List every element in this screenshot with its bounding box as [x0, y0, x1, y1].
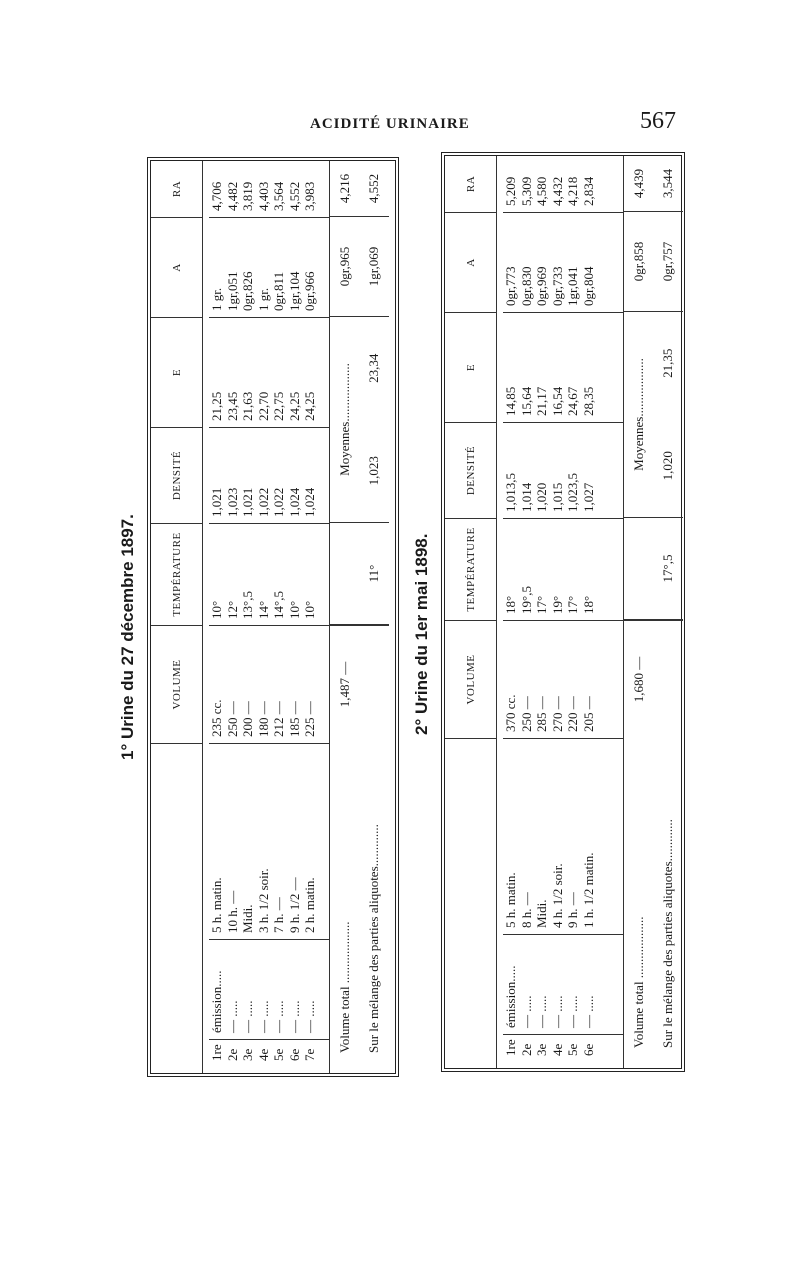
cell-temp: 13°,5: [240, 591, 255, 619]
cell-time: 5 h. matin.: [503, 872, 518, 928]
moyennes-a: 0gr,858: [631, 241, 646, 282]
col-header-volume: VOLUME: [151, 625, 202, 743]
volume-column: [503, 620, 623, 738]
emission-number-list: [209, 1039, 329, 1067]
volume-total-label: Volume total ...................: [631, 916, 646, 1048]
cell-a: 1gr,104: [286, 271, 302, 311]
cell-e: 21,25: [209, 391, 224, 421]
cell-time: 5 h. matin.: [209, 877, 224, 933]
emission-label-list: [209, 939, 329, 1039]
table1-caption: 1° Urine du 27 décembre 1897.: [118, 514, 137, 760]
cell-time: 4 h. 1/2 soir.: [549, 863, 565, 928]
cell-density: 1,014: [518, 482, 534, 512]
cell-a: 0gr,830: [518, 266, 534, 306]
cell-time: 8 h. —: [518, 892, 534, 928]
melange-e: 21,35: [660, 348, 675, 378]
cell-label: — .....: [518, 995, 534, 1028]
col-header-label: [151, 743, 202, 1073]
col-header-temperature: TEMPÉRATURE: [151, 523, 202, 625]
cell-e: 15,64: [518, 386, 534, 416]
label-column: [209, 743, 329, 1073]
cell-ra: 4,218: [565, 176, 580, 206]
cell-label: — .....: [534, 995, 549, 1028]
melange-temperature: 11°: [366, 564, 381, 583]
cell-label: — .....: [549, 995, 565, 1028]
melange-a: 0gr,757: [660, 241, 675, 282]
cell-num: 5e: [271, 1048, 286, 1061]
cell-num: 4e: [549, 1043, 565, 1056]
melange-e: 23,34: [366, 353, 381, 383]
col-header-density: DENSITÉ: [445, 422, 496, 518]
melange-temperature: 17°,5: [660, 554, 675, 583]
melange-density: 1,020: [660, 451, 675, 481]
cell-density: 1,020: [534, 482, 549, 512]
cell-temp: 10°: [286, 600, 302, 619]
cell-time: Midi.: [240, 904, 255, 933]
cell-ra: 3,983: [302, 181, 317, 211]
cell-temp: 19°: [549, 595, 565, 614]
cell-e: 24,25: [302, 391, 317, 421]
e-column: [209, 317, 329, 427]
cell-a: 0gr,966: [302, 271, 317, 311]
cell-label: — .....: [302, 1000, 317, 1033]
emission-number-list: [503, 1034, 623, 1062]
cell-density: 1,027: [580, 482, 596, 512]
cell-e: 16,54: [549, 386, 565, 416]
col-header-ra: RA: [464, 175, 477, 193]
cell-label: — .....: [580, 995, 596, 1028]
cell-time: 10 h. —: [224, 890, 240, 933]
cell-volume: 212 —: [271, 701, 286, 737]
moyennes-a: 0gr,965: [337, 246, 352, 287]
cell-num: 7e: [302, 1048, 317, 1061]
cell-volume: 370 cc.: [503, 694, 518, 732]
melange-density: 1,023: [366, 456, 381, 486]
table2: [441, 152, 685, 1072]
cell-time: 9 h. 1/2 —: [286, 877, 302, 933]
page-number: 567: [640, 108, 676, 134]
cell-ra: 4,403: [255, 181, 271, 211]
cell-ra: 5,209: [503, 176, 518, 206]
cell-density: 1,023: [224, 487, 240, 517]
cell-a: 0gr,811: [271, 271, 286, 311]
cell-num: 2e: [224, 1048, 240, 1061]
cell-temp: 12°: [224, 600, 240, 619]
cell-density: 1,022: [255, 487, 271, 517]
col-header-e: E: [151, 317, 202, 427]
cell-ra: 3,564: [271, 181, 286, 211]
cell-ra: 4,580: [534, 176, 549, 206]
cell-a: 1 gr.: [209, 287, 224, 311]
cell-label: — .....: [224, 1000, 240, 1033]
cell-num: 6e: [286, 1048, 302, 1061]
cell-e: 21,63: [240, 391, 255, 421]
cell-e: 22,70: [255, 391, 271, 421]
ra-column: [503, 156, 623, 212]
melange-label: Sur le mélange des parties aliquotes.............: [366, 824, 381, 1053]
melange-label: Sur le mélange des parties aliquotes.............: [660, 819, 675, 1048]
table2-header: [445, 156, 497, 1068]
a-column: [503, 212, 623, 312]
col-header-ra: RA: [170, 180, 183, 198]
temperature-column: [209, 523, 329, 625]
cell-density: 1,021: [209, 487, 224, 517]
emission-time-list: [503, 739, 623, 934]
cell-ra: 5,309: [518, 176, 534, 206]
cell-density: 1,013,5: [503, 473, 518, 512]
cell-num: 1re: [209, 1044, 224, 1061]
cell-temp: 18°: [580, 595, 596, 614]
cell-temp: 14°,5: [271, 591, 286, 619]
cell-label: émission.....: [503, 965, 518, 1028]
cell-num: 3e: [534, 1043, 549, 1056]
cell-time: Midi.: [534, 899, 549, 928]
moyennes-ra: 4,439: [631, 168, 646, 199]
cell-a: 1 gr.: [255, 287, 271, 311]
cell-volume: 235 cc.: [209, 699, 224, 737]
cell-e: 28,35: [580, 386, 596, 416]
cell-a: 0gr,969: [534, 266, 549, 306]
cell-volume: 250 —: [224, 701, 240, 737]
cell-time: 2 h. matin.: [302, 877, 317, 933]
col-header-label: [445, 738, 496, 1068]
cell-volume: 225 —: [302, 701, 317, 737]
table1-header: [151, 161, 203, 1073]
cell-label: — .....: [255, 1000, 271, 1033]
table2-caption: 2° Urine du 1er mai 1898.: [412, 533, 431, 735]
cell-density: 1,022: [271, 487, 286, 517]
col-header-a: A: [445, 212, 496, 312]
cell-label: — .....: [565, 995, 580, 1028]
cell-volume: 270 —: [549, 696, 565, 732]
melange-a: 1gr,069: [366, 246, 381, 287]
moyennes-ra: 4,216: [337, 173, 352, 204]
temperature-column: [503, 518, 623, 620]
cell-time: 1 h. 1/2 matin.: [580, 852, 596, 928]
density-column: [503, 422, 623, 518]
cell-e: 23,45: [224, 391, 240, 421]
cell-num: 4e: [255, 1048, 271, 1061]
cell-density: 1,021: [240, 487, 255, 517]
cell-time: 7 h. —: [271, 897, 286, 933]
cell-temp: 10°: [302, 600, 317, 619]
cell-e: 24,25: [286, 391, 302, 421]
cell-ra: 4,552: [286, 181, 302, 211]
cell-e: 24,67: [565, 386, 580, 416]
cell-a: 0gr,826: [240, 271, 255, 311]
table2-body: [497, 156, 623, 1068]
cell-ra: 4,706: [209, 181, 224, 211]
cell-time: 9 h. —: [565, 892, 580, 928]
volume-total: 1,680 —: [631, 656, 646, 703]
cell-ra: 4,432: [549, 176, 565, 206]
cell-ra: 3,819: [240, 181, 255, 211]
cell-label: émission.....: [209, 970, 224, 1033]
cell-density: 1,024: [286, 487, 302, 517]
melange-ra: 4,552: [366, 173, 381, 204]
cell-e: 21,17: [534, 386, 549, 416]
cell-ra: 2,834: [580, 176, 596, 206]
cell-volume: 200 —: [240, 701, 255, 737]
volume-column: [209, 625, 329, 743]
col-header-temperature: TEMPÉRATURE: [445, 518, 496, 620]
cell-label: — .....: [286, 1000, 302, 1033]
moyennes-label: Moyennes..................: [337, 363, 352, 476]
cell-num: 5e: [565, 1043, 580, 1056]
cell-volume: 180 —: [255, 701, 271, 737]
cell-a: 0gr,733: [549, 266, 565, 306]
cell-volume: 185 —: [286, 701, 302, 737]
cell-ra: 4,482: [224, 181, 240, 211]
moyennes-label: Moyennes..................: [631, 358, 646, 471]
table1: [147, 157, 399, 1077]
emission-time-list: [209, 744, 329, 939]
emission-label-list: [503, 934, 623, 1034]
cell-volume: 220 —: [565, 696, 580, 732]
cell-e: 22,75: [271, 391, 286, 421]
cell-temp: 18°: [503, 595, 518, 614]
table1-summary: [329, 161, 389, 1073]
cell-num: 6e: [580, 1043, 596, 1056]
cell-temp: 17°: [534, 595, 549, 614]
running-title: ACIDITÉ URINAIRE: [310, 116, 470, 132]
cell-e: 14,85: [503, 386, 518, 416]
cell-time: 3 h. 1/2 soir.: [255, 868, 271, 933]
volume-total-label: Volume total ...................: [337, 921, 352, 1053]
cell-a: 0gr,804: [580, 266, 596, 306]
cell-density: 1,015: [549, 482, 565, 512]
cell-num: 2e: [518, 1043, 534, 1056]
table1-body: [203, 161, 329, 1073]
density-column: [209, 427, 329, 523]
cell-temp: 17°: [565, 595, 580, 614]
cell-density: 1,023,5: [565, 473, 580, 512]
col-header-e: E: [445, 312, 496, 422]
cell-density: 1,024: [302, 487, 317, 517]
cell-volume: 285 —: [534, 696, 549, 732]
cell-volume: 205 —: [580, 696, 596, 732]
melange-ra: 3,544: [660, 168, 675, 199]
cell-a: 1gr,041: [565, 266, 580, 306]
cell-volume: 250 —: [518, 696, 534, 732]
cell-a: 1gr,051: [224, 271, 240, 311]
ra-column: [209, 161, 329, 217]
col-header-volume: VOLUME: [445, 620, 496, 738]
col-header-density: DENSITÉ: [151, 427, 202, 523]
cell-label: — .....: [240, 1000, 255, 1033]
a-column: [209, 217, 329, 317]
cell-temp: 10°: [209, 600, 224, 619]
cell-temp: 19°,5: [518, 586, 534, 614]
cell-num: 3e: [240, 1048, 255, 1061]
col-header-a: A: [151, 217, 202, 317]
cell-a: 0gr,773: [503, 266, 518, 306]
cell-label: — .....: [271, 1000, 286, 1033]
e-column: [503, 312, 623, 422]
table2-summary: [623, 156, 683, 1068]
label-column: [503, 738, 623, 1068]
cell-num: 1re: [503, 1039, 518, 1056]
cell-temp: 14°: [255, 600, 271, 619]
volume-total: 1,487 —: [337, 661, 352, 708]
